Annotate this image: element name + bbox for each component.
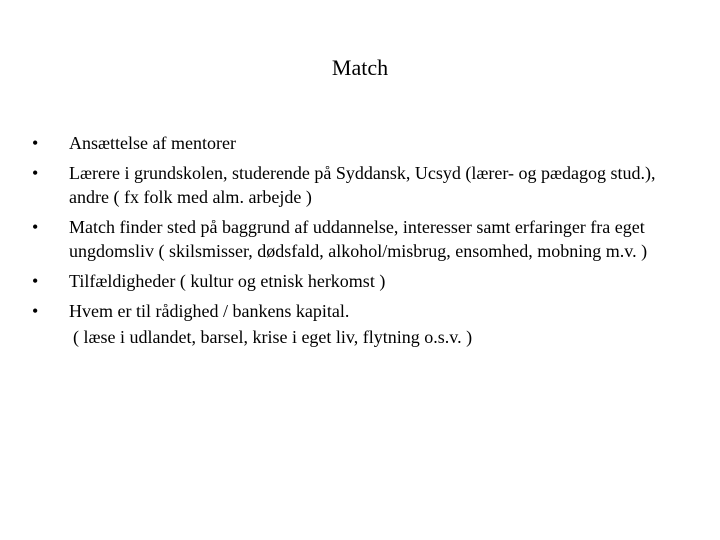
bullet-text: Lærere i grundskolen, studerende på Syddansk, Ucsyd (lærer- og pædagog stud.), andre ( fx folk med alm. arbejde ) [69, 163, 656, 207]
bullet-item-3 [28, 215, 688, 263]
bullet-text: Ansættelse af mentorer [69, 133, 236, 153]
slide-title-text: Match [331, 55, 389, 80]
slide-title [0, 55, 720, 81]
bullet-item-5 [28, 299, 688, 323]
bullet-item-4 [28, 269, 688, 293]
bullet-dot: • [32, 301, 39, 321]
bullet-text: Tilfældigheder ( kultur og etnisk herkomst ) [69, 271, 386, 291]
bullet-list [28, 131, 688, 323]
slide-body [28, 131, 688, 349]
bullet-dot: • [32, 163, 39, 183]
bullet-dot: • [32, 133, 39, 153]
bullet-item-2 [28, 161, 688, 209]
bullet-dot: • [32, 217, 39, 237]
continuation-text: ( læse i udlandet, barsel, krise i eget liv, flytning o.s.v. ) [73, 327, 473, 347]
bullet-item-1 [28, 131, 688, 155]
bullet-text: Hvem er til rådighed / bankens kapital. [69, 301, 350, 321]
bullet-text: Match finder sted på baggrund af uddannelse, interesser samt erfaringer fra eget ungdomsliv ( skilsmisser, dødsfald, alkohol/misbrug, ensomhed, mobning m.v. ) [69, 217, 648, 261]
bullet-dot: • [32, 271, 39, 291]
